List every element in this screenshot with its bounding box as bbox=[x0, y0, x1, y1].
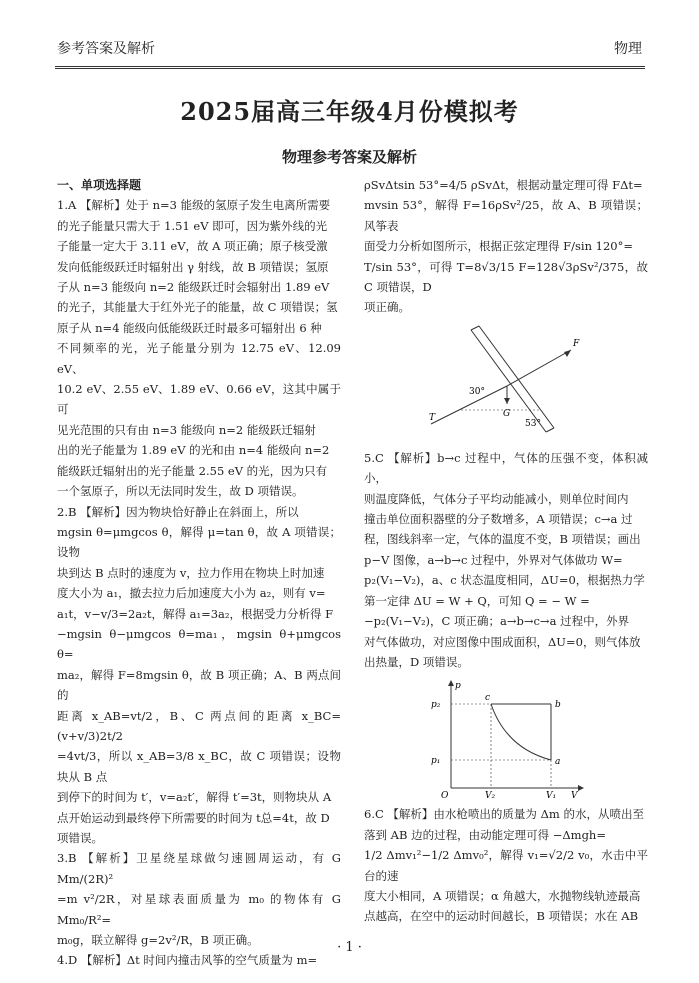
pv-label-p: p bbox=[455, 681, 461, 692]
text-line: ma₂，解得 F=8mgsin θ，故 B 项正确；A、B 两点间的 bbox=[57, 667, 341, 703]
text-line: 点越高，在空中的运动时间越长，B 项错误；水在 AB bbox=[364, 909, 639, 924]
text-line: 度大小为 a₁，撤去拉力后加速度大小为 a₂，则有 v= bbox=[57, 586, 326, 601]
text-line: 出的光子能量为 1.89 eV 的光和由 n=4 能级向 n=2 bbox=[57, 443, 330, 458]
pv-label-a: a bbox=[555, 757, 561, 768]
text-line: 6.C 【解析】由水枪喷出的质量为 Δm 的水，从喷出至 bbox=[364, 807, 644, 822]
text-line: 4.D 【解析】Δt 时间内撞击风筝的空气质量为 m= bbox=[57, 953, 318, 968]
text-line: 度大小相同，A 项错误；α 角越大，水抛物线轨迹最高 bbox=[364, 888, 641, 903]
right-column-bottom bbox=[364, 804, 648, 926]
text-line: 出热量，D 项错误。 bbox=[364, 654, 469, 669]
section-heading: 一、单项选择题 bbox=[57, 178, 142, 192]
text-line: 对气体做功，对应图像中围成面积，ΔU=0，则气体放 bbox=[364, 634, 641, 649]
text-line: 落到 AB 边的过程，由动能定理可得 −Δmgh= bbox=[364, 827, 606, 842]
text-line: 则温度降低，气体分子平均动能减小，则单位时间内 bbox=[364, 491, 629, 506]
right-column-top bbox=[364, 175, 648, 318]
text-line: 点开始运动到最终停下所需要的时间为 t总=4t，故 D bbox=[57, 810, 330, 825]
text-line: =4vt/3，所以 x_AB=3/8 x_BC，故 C 项错误；设物块从 B 点 bbox=[57, 749, 341, 784]
page-subtitle: 物理参考答案及解析 bbox=[281, 148, 417, 166]
text-line: p₂(V₁−V₂)，a、c 状态温度相同，ΔU=0，根据热力学 bbox=[364, 573, 645, 588]
kite-label-53deg: 53° bbox=[525, 418, 541, 429]
left-column-lines bbox=[57, 195, 341, 970]
text-line: 3.B 【解析】卫星绕星球做匀速圆周运动，有 G Mm/(2R)² bbox=[57, 851, 341, 886]
text-line: 程，图线斜率一定，气体的温度不变，B 项错误；画出 bbox=[364, 532, 641, 547]
text-line: ρSvΔtsin 53°=4/5 ρSvΔt，根据动量定理可得 FΔt= bbox=[364, 178, 643, 192]
text-line: 距离 x_AB=vt/2，B、C 两点间的距离 x_BC=(v+v/3)2t/2 bbox=[57, 708, 341, 743]
kite-force-diagram bbox=[421, 322, 591, 444]
pv-label-o: O bbox=[441, 791, 449, 801]
text-line: mvsin 53°，解得 F=16ρSv²/25，故 A、B 项错误；风筝表 bbox=[364, 198, 648, 233]
text-line: 项错误。 bbox=[57, 831, 103, 845]
pv-label-v1: V₁ bbox=[546, 791, 557, 801]
left-column bbox=[57, 175, 341, 971]
pv-diagram bbox=[421, 676, 591, 800]
right-column-mid bbox=[364, 448, 648, 672]
text-line: =m v²/2R，对星球表面质量为 m₀ 的物体有 G Mm₀/R²= bbox=[57, 892, 341, 927]
text-line: 块到达 B 点时的速度为 v，拉力作用在物块上时加速 bbox=[57, 565, 325, 580]
page-number: · 1 · bbox=[337, 940, 362, 955]
text-line: p−V 图像，a→b→c 过程中，外界对气体做功 W= bbox=[364, 552, 623, 567]
text-line: a₁t，v−v/3=2a₂t，解得 a₁=3a₂，根据受力分析得 F bbox=[57, 606, 334, 621]
page-title: 2025届高三年级4月份模拟考 bbox=[180, 97, 519, 126]
pv-label-p1: p₁ bbox=[431, 756, 441, 767]
text-line: 10.2 eV、2.55 eV、1.89 eV、0.66 eV，这其中属于可 bbox=[57, 382, 341, 417]
text-line: 项正确。 bbox=[364, 300, 410, 315]
text-line: 原子从 n=4 能级向低能级跃迁时最多可辐射出 6 种 bbox=[57, 320, 322, 335]
text-line: 到停下的时间为 t′，v=a₂t′，解得 t′=3t，则物块从 A bbox=[57, 790, 332, 805]
text-line: 子从 n=3 能级向 n=2 能级跃迁时会辐射出 1.89 eV bbox=[57, 280, 330, 295]
text-line: 面受力分析如图所示，根据正弦定理得 F/sin 120°= bbox=[364, 239, 633, 254]
header-left: 参考答案及解析 bbox=[57, 41, 155, 57]
text-line: 2.B 【解析】因为物块恰好静止在斜面上，所以 bbox=[57, 504, 299, 519]
header-right: 物理 bbox=[614, 41, 642, 57]
kite-label-g: G bbox=[503, 408, 511, 419]
text-line: 1/2 Δmv₁²−1/2 Δmv₀²，解得 v₁=√2/2 v₀，水击中平台的速 bbox=[364, 848, 648, 883]
text-line: 一个氢原子，所以无法同时发生，故 D 项错误。 bbox=[57, 484, 304, 499]
text-line: 能级跃迁辐射出的光子能量 2.55 eV 的光，因为只有 bbox=[57, 463, 328, 478]
text-line: 5.C 【解析】b→c 过程中，气体的压强不变，体积减小， bbox=[364, 450, 648, 486]
text-line: mgsin θ=μmgcos θ，解得 μ=tan θ，故 A 项错误；设物 bbox=[57, 524, 341, 560]
pv-label-c: c bbox=[485, 693, 491, 704]
text-line: 的光子能量只需大于 1.51 eV 即可，因为紫外线的光 bbox=[57, 218, 328, 233]
kite-label-t: T bbox=[429, 412, 436, 423]
pv-label-v: V bbox=[571, 791, 578, 801]
text-line: −mgsin θ−μmgcos θ=ma₁，mgsin θ+μmgcos θ= bbox=[57, 626, 341, 662]
text-line: −p₂(V₁−V₂)，C 项正确；a→b→c→a 过程中，外界 bbox=[364, 614, 630, 629]
text-line: 撞击单位面积器壁的分子数增多，A 项错误；c→a 过 bbox=[364, 512, 633, 527]
kite-label-f: F bbox=[573, 338, 580, 349]
text-line: 第一定律 ΔU = W + Q，可知 Q = − W = bbox=[364, 593, 590, 608]
text-line: T/sin 53°，可得 T=8√3/15 F=128√3ρSv²/375，故 C 项错误，D bbox=[364, 259, 648, 295]
kite-label-30deg: 30° bbox=[469, 386, 485, 397]
text-line: 子能量一定大于 3.11 eV，故 A 项正确；原子核受激 bbox=[57, 239, 328, 254]
pv-label-p2: p₂ bbox=[431, 700, 441, 711]
text-line: 的光子，其能量大于红外光子的能量，故 C 项错误；氢 bbox=[57, 300, 338, 315]
text-line: 1.A 【解析】处于 n=3 能级的氢原子发生电离所需要 bbox=[57, 198, 331, 213]
pv-label-v2: V₂ bbox=[485, 791, 496, 801]
right-column bbox=[364, 175, 648, 927]
text-line: 见光范围的只有由 n=3 能级向 n=2 能级跃迁辐射 bbox=[57, 422, 316, 437]
pv-label-b: b bbox=[555, 700, 561, 711]
header-rule bbox=[55, 66, 645, 69]
text-line: m₀g，联立解得 g=2v²/R，B 项正确。 bbox=[57, 933, 259, 948]
text-line: 不同频率的光，光子能量分别为 12.75 eV、12.09 eV、 bbox=[57, 341, 341, 376]
text-line: 发向低能级跃迁时辐射出 γ 射线，故 B 项错误；氢原 bbox=[57, 259, 329, 274]
